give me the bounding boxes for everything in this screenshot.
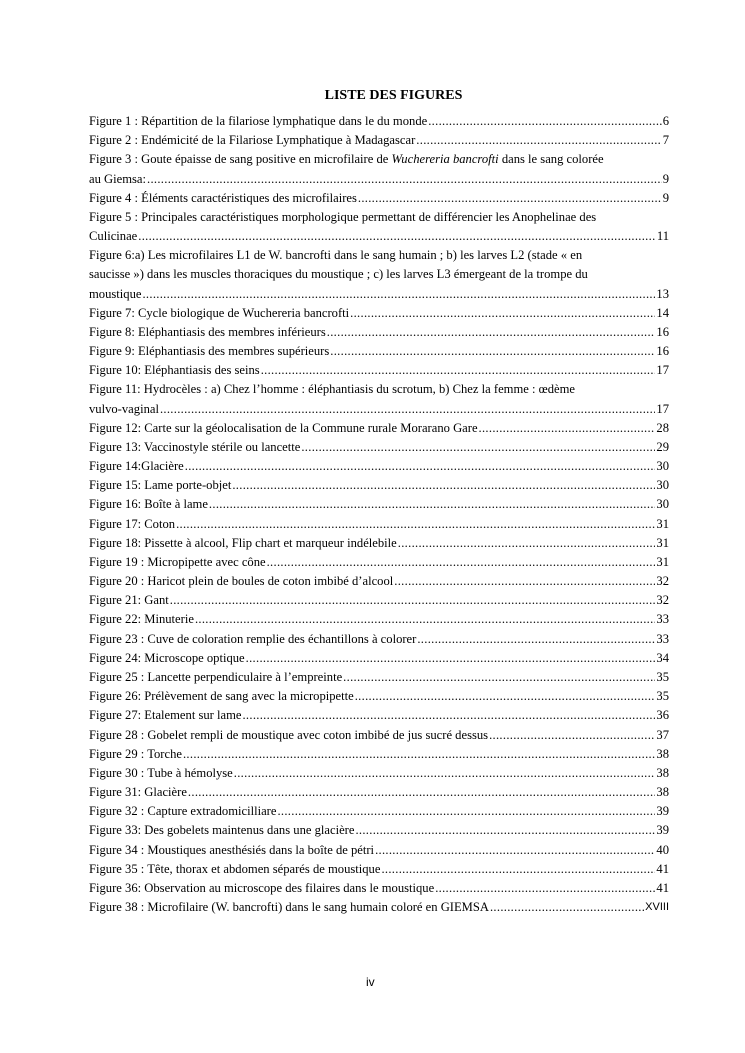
figure-entry[interactable]	[89, 150, 669, 188]
figure-page-number: 7	[662, 133, 669, 148]
figure-caption: Figure 15: Lame porte-objet	[89, 478, 232, 493]
figure-caption: Figure 34 : Moustiques anesthésiés dans la boîte de pétri	[89, 842, 375, 857]
figure-page-number: 33	[656, 631, 669, 646]
leader-dots	[350, 304, 655, 323]
figure-entry[interactable]	[89, 246, 669, 304]
leader-dots	[381, 860, 655, 879]
figure-list	[89, 112, 669, 917]
figure-caption: vulvo-vaginal	[89, 401, 159, 416]
figure-caption: Figure 9: Eléphantiasis des membres supérieurs	[89, 344, 330, 359]
figure-page-number: 28	[656, 420, 669, 435]
figure-page-number: 6	[662, 114, 669, 128]
leader-dots	[277, 802, 655, 821]
figure-caption: Figure 32 : Capture extradomicilliare	[89, 804, 277, 819]
figure-caption: Figure 26: Prélèvement de sang avec la micropipette	[89, 689, 354, 704]
leader-dots	[147, 170, 662, 189]
leader-dots	[188, 783, 655, 802]
figure-caption: Figure 11: Hydrocèles : a) Chez l’homme : éléphantiasis du scrotum, b) Chez la femme : œdème	[89, 382, 576, 397]
leader-dots	[242, 706, 655, 725]
leader-dots	[375, 841, 655, 860]
figure-entry[interactable]	[89, 515, 669, 534]
figure-caption: Figure 31: Glacière	[89, 785, 187, 800]
figure-caption: Figure 25 : Lancette perpendiculaire à l’empreinte	[89, 669, 343, 684]
figure-entry[interactable]	[89, 783, 669, 802]
figure-page-number: 35	[656, 689, 669, 704]
leader-dots	[398, 534, 656, 553]
figure-entry[interactable]	[89, 860, 669, 879]
page-title: LISTE DES FIGURES	[324, 88, 463, 103]
figure-caption: Figure 13: Vaccinostyle stérile ou lancette	[89, 439, 301, 454]
figure-caption: Figure 6:a) Les microfilaires L1 de W. bancrofti dans le sang humain ; b) les larves L2 (stade « en	[89, 248, 583, 263]
figure-caption: au Giemsa:	[89, 171, 147, 186]
figure-entry[interactable]	[89, 898, 669, 917]
leader-dots	[195, 610, 655, 629]
figure-page-number: 16	[656, 344, 669, 359]
figure-page-number: 41	[656, 861, 669, 876]
leader-dots	[435, 879, 655, 898]
leader-dots	[170, 591, 656, 610]
leader-dots	[330, 342, 655, 361]
leader-dots	[142, 285, 655, 304]
figure-caption: Figure 2 : Endémicité de la Filariose Lymphatique à Madagascar	[89, 133, 416, 148]
leader-dots	[416, 131, 661, 150]
leader-dots	[394, 572, 655, 591]
figure-caption: Figure 17: Coton	[89, 516, 176, 531]
figure-page-number: XVIII	[645, 901, 669, 914]
figure-page-number: 17	[656, 401, 669, 416]
figure-caption: Figure 10: Eléphantiasis des seins	[89, 363, 260, 378]
figure-entry[interactable]	[89, 112, 669, 131]
leader-dots	[327, 323, 656, 342]
figure-page-number: 14	[656, 305, 669, 320]
leader-dots	[185, 457, 656, 476]
leader-dots	[234, 764, 656, 783]
figure-page-number: 30	[656, 478, 669, 493]
figure-entry[interactable]	[89, 591, 669, 610]
figure-page-number: 39	[656, 804, 669, 819]
figure-entry[interactable]	[89, 610, 669, 629]
figure-entry[interactable]	[89, 802, 669, 821]
leader-dots	[232, 476, 655, 495]
figure-caption: Figure 18: Pissette à alcool, Flip chart et marqueur indélebile	[89, 535, 397, 550]
figure-caption: Figure 7: Cycle biologique de Wuchereria bancrofti	[89, 305, 350, 320]
figure-caption: Figure 36: Observation au microscope des filaires dans le moustique	[89, 880, 435, 895]
leader-dots	[246, 649, 656, 668]
figure-entry[interactable]	[89, 649, 669, 668]
leader-dots	[209, 495, 655, 514]
figure-page-number: 31	[656, 535, 669, 550]
leader-dots	[358, 189, 662, 208]
figure-page-number: 41	[656, 880, 669, 895]
figure-caption: Figure 8: Eléphantiasis des membres inférieurs	[89, 324, 326, 339]
leader-dots	[479, 419, 656, 438]
figure-page-number: 30	[656, 459, 669, 474]
figure-page-number: 38	[656, 746, 669, 761]
figure-entry[interactable]	[89, 380, 669, 418]
figure-page-number: 38	[656, 765, 669, 780]
figure-caption: Figure 33: Des gobelets maintenus dans une glacière	[89, 823, 355, 838]
leader-dots	[160, 400, 655, 419]
figure-entry[interactable]	[89, 879, 669, 898]
leader-dots	[267, 553, 656, 572]
figure-caption: Figure 29 : Torche	[89, 746, 182, 761]
figure-entry[interactable]	[89, 764, 669, 783]
leader-dots	[138, 227, 656, 246]
figure-entry[interactable]	[89, 323, 669, 342]
figure-page-number: 35	[656, 669, 669, 684]
figure-entry[interactable]	[89, 841, 669, 860]
leader-dots	[261, 361, 656, 380]
figure-entry[interactable]	[89, 553, 669, 572]
figure-entry[interactable]	[89, 476, 669, 495]
figure-page-number: 36	[656, 708, 669, 723]
figure-page-number: 31	[656, 516, 669, 531]
figure-page-number: 39	[656, 823, 669, 838]
figure-page-number: 29	[656, 439, 669, 454]
figure-entry[interactable]	[89, 131, 669, 150]
figure-entry[interactable]	[89, 821, 669, 840]
figure-page-number: 32	[656, 593, 669, 608]
figure-caption: Figure 35 : Tête, thorax et abdomen séparés de moustique	[89, 861, 381, 876]
figure-entry[interactable]	[89, 457, 669, 476]
italic-species-name: Wuchereria bancrofti	[391, 152, 499, 167]
figure-page-number: 30	[656, 497, 669, 512]
figure-page-number: 34	[656, 650, 669, 665]
figure-page-number: 40	[656, 842, 669, 857]
figure-page-number: 17	[656, 363, 669, 378]
figure-caption: Figure 27: Etalement sur lame	[89, 708, 242, 723]
figure-page-number: 9	[662, 171, 669, 186]
figure-caption: Figure 30 : Tube à hémolyse	[89, 765, 233, 780]
figure-caption: Figure 38 : Microfilaire (W. bancrofti) dans le sang humain coloré en GIEMSA	[89, 900, 489, 915]
figure-caption: Figure 24: Microscope optique	[89, 650, 245, 665]
figure-entry[interactable]	[89, 208, 669, 246]
leader-dots	[301, 438, 655, 457]
figure-page-number: 9	[662, 190, 669, 205]
figure-entry[interactable]	[89, 534, 669, 553]
leader-dots	[355, 687, 656, 706]
figure-page-number: 38	[656, 785, 669, 800]
figure-entry[interactable]	[89, 419, 669, 438]
leader-dots	[490, 898, 644, 917]
figure-caption: Figure 22: Minuterie	[89, 612, 194, 627]
figure-caption: Figure 19 : Micropipette avec cône	[89, 554, 266, 569]
figure-entry[interactable]	[89, 668, 669, 687]
figure-entry[interactable]	[89, 495, 669, 514]
figure-caption: Figure 12: Carte sur la géolocalisation de la Commune rurale Morarano Gare	[89, 420, 478, 435]
figure-caption: Figure 23 : Cuve de coloration remplie des échantillons à colorer	[89, 631, 417, 646]
leader-dots	[417, 630, 655, 649]
figure-entry[interactable]	[89, 687, 669, 706]
figure-caption: Figure 1 : Répartition de la filariose lymphatique dans le du monde	[89, 114, 428, 128]
figure-entry[interactable]	[89, 745, 669, 764]
figure-caption: Figure 28 : Gobelet rempli de moustique avec coton imbibé de jus sucré dessus	[89, 727, 489, 742]
figure-entry[interactable]	[89, 572, 669, 591]
figure-page-number: 33	[656, 612, 669, 627]
figure-caption: Figure 3 : Goute épaisse de sang positive en microfilaire de Wuchereria bancrofti dans le sang colorée	[89, 152, 604, 167]
figure-caption: Culicinae	[89, 229, 138, 244]
figure-page-number: 16	[656, 324, 669, 339]
figure-page-number: 37	[656, 727, 669, 742]
figure-entry[interactable]	[89, 726, 669, 745]
figure-caption: Figure 5 : Principales caractéristiques morphologique permettant de différencier les Anophelinae des	[89, 209, 597, 224]
leader-dots	[183, 745, 655, 764]
figure-page-number: 32	[656, 574, 669, 589]
figure-entry[interactable]	[89, 189, 669, 208]
figure-caption: saucisse ») dans les muscles thoraciques du moustique ; c) les larves L3 émergeant de la trompe du	[89, 267, 588, 282]
figure-caption: Figure 21: Gant	[89, 593, 169, 608]
figure-page-number: 31	[656, 554, 669, 569]
figure-entry[interactable]	[89, 438, 669, 457]
figure-caption: Figure 20 : Haricot plein de boules de coton imbibé d’alcool	[89, 574, 394, 589]
figure-caption: Figure 16: Boîte à lame	[89, 497, 208, 512]
figure-entry[interactable]	[89, 630, 669, 649]
page-number: iv	[366, 975, 375, 989]
leader-dots	[343, 668, 655, 687]
leader-dots	[428, 112, 661, 131]
figure-page-number: 13	[656, 286, 669, 301]
figure-entry[interactable]	[89, 706, 669, 725]
leader-dots	[489, 726, 655, 745]
figure-entry[interactable]	[89, 342, 669, 361]
figure-entry[interactable]	[89, 361, 669, 380]
figure-caption: moustique	[89, 286, 142, 301]
figure-entry[interactable]	[89, 304, 669, 323]
leader-dots	[176, 515, 655, 534]
figure-caption: Figure 14:Glacière	[89, 459, 184, 474]
leader-dots	[355, 821, 655, 840]
figure-caption: Figure 4 : Éléments caractéristiques des microfilaires	[89, 190, 357, 205]
figure-page-number: 11	[656, 229, 669, 244]
